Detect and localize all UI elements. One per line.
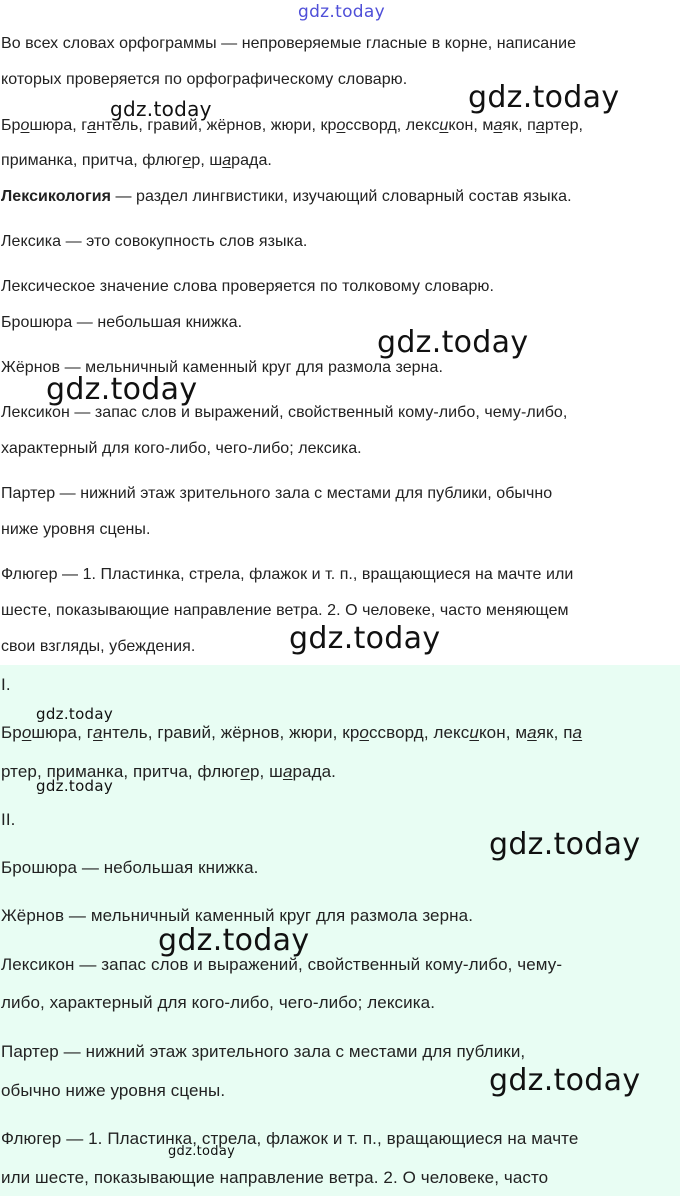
answer-parterre-line-1: Партер — нижний этаж зрительного зала с местами для публики, (1, 1042, 526, 1061)
vowel-mark: а (493, 117, 503, 134)
lexicon-definition-line-1: Лексикон — запас слов и выражений, свойственный кому-либо, чему-либо, (1, 404, 568, 421)
answer-part-2-label: II. (1, 810, 16, 829)
rule-line-1: Во всех словах орфограммы — непроверяемые гласные в корне, написание (1, 35, 577, 52)
answer-millstone-definition: Жёрнов — мельничный каменный круг для размола зерна. (1, 906, 474, 925)
lexica-definition: Лексика — это совокупность слов языка. (1, 233, 308, 250)
watermark: gdz.today (158, 923, 310, 958)
site-logo-watermark: gdz.today (298, 2, 385, 22)
vowel-mark: а (282, 762, 293, 781)
watermark: gdz.today (377, 325, 529, 360)
answer-vane-line-1: Флюгер — 1. Пластинка, стрела, флажок и т. п., вращающиеся на мачте (1, 1129, 579, 1148)
vowel-mark: е (182, 152, 192, 169)
watermark: gdz.today (110, 97, 212, 121)
answer-word-list-line-2: ртер, приманка, притча, флюгер, шарада. (1, 762, 337, 781)
watermark: gdz.today (489, 1063, 641, 1098)
vowel-mark: а (535, 117, 545, 134)
vowel-mark: о (359, 723, 369, 742)
watermark: gdz.today (36, 777, 114, 795)
vowel-mark: а (93, 723, 103, 742)
watermark: gdz.today (489, 827, 641, 862)
answer-lexicon-line-2: либо, характерный для кого-либо, чего-либо; лексика. (1, 993, 436, 1012)
vane-definition-line-2: шесте, показывающие направление ветра. 2. О человеке, часто меняющем (1, 602, 569, 619)
watermark: gdz.today (289, 621, 441, 656)
brochure-definition: Брошюра — небольшая книжка. (1, 314, 243, 331)
parterre-definition-line-1: Партер — нижний этаж зрительного зала с местами для публики, обычно (1, 485, 553, 502)
answer-word-list-line-1: Брошюра, гантель, гравий, жёрнов, жюри, кроссворд, лексикон, маяк, па (1, 723, 583, 742)
vowel-mark: о (21, 723, 32, 742)
vowel-mark: а (572, 723, 583, 742)
millstone-definition: Жёрнов — мельничный каменный круг для размола зерна. (1, 359, 443, 376)
vowel-mark: е (240, 762, 250, 781)
vowel-mark: о (336, 117, 346, 134)
answer-part-1-label: I. (1, 675, 11, 694)
answer-lexicon-line-1: Лексикон — запас слов и выражений, свойственный кому-либо, чему- (1, 955, 563, 974)
vowel-mark: о (20, 117, 30, 134)
word-list-line-1: Брошюра, гантель, гравий, жёрнов, жюри, кроссворд, лексикон, маяк, партер, (1, 117, 584, 134)
answer-brochure-definition: Брошюра — небольшая книжка. (1, 858, 259, 877)
answer-parterre-line-2: обычно ниже уровня сцены. (1, 1081, 226, 1100)
watermark: gdz.today (168, 1144, 236, 1159)
vowel-mark: а (87, 117, 97, 134)
watermark: gdz.today (46, 372, 198, 407)
answer-vane-line-2: или шесте, показывающие направление ветра. 2. О человеке, часто (1, 1168, 549, 1187)
vowel-mark: и (469, 723, 479, 742)
vowel-mark: а (222, 152, 232, 169)
lexicology-definition: Лексикология — раздел лингвистики, изучающий словарный состав языка. (1, 188, 572, 205)
watermark: gdz.today (468, 80, 620, 115)
word-list-line-2: приманка, притча, флюгер, шарада. (1, 152, 272, 169)
vowel-mark: а (527, 723, 537, 742)
vane-definition-line-3: свои взгляды, убеждения. (1, 638, 196, 655)
vane-definition-line-1: Флюгер — 1. Пластинка, стрела, флажок и т. п., вращающиеся на мачте или (1, 566, 574, 583)
parterre-definition-line-2: ниже уровня сцены. (1, 521, 151, 538)
lexical-meaning-note: Лексическое значение слова проверяется по толковому словарю. (1, 278, 494, 295)
watermark: gdz.today (36, 705, 114, 723)
vowel-mark: и (439, 117, 449, 134)
lexicon-definition-line-2: характерный для кого-либо, чего-либо; лексика. (1, 440, 362, 457)
lexicology-term: Лексикология (1, 188, 111, 205)
rule-line-2: которых проверяется по орфографическому словарю. (1, 71, 408, 88)
answer-section (0, 665, 680, 1196)
